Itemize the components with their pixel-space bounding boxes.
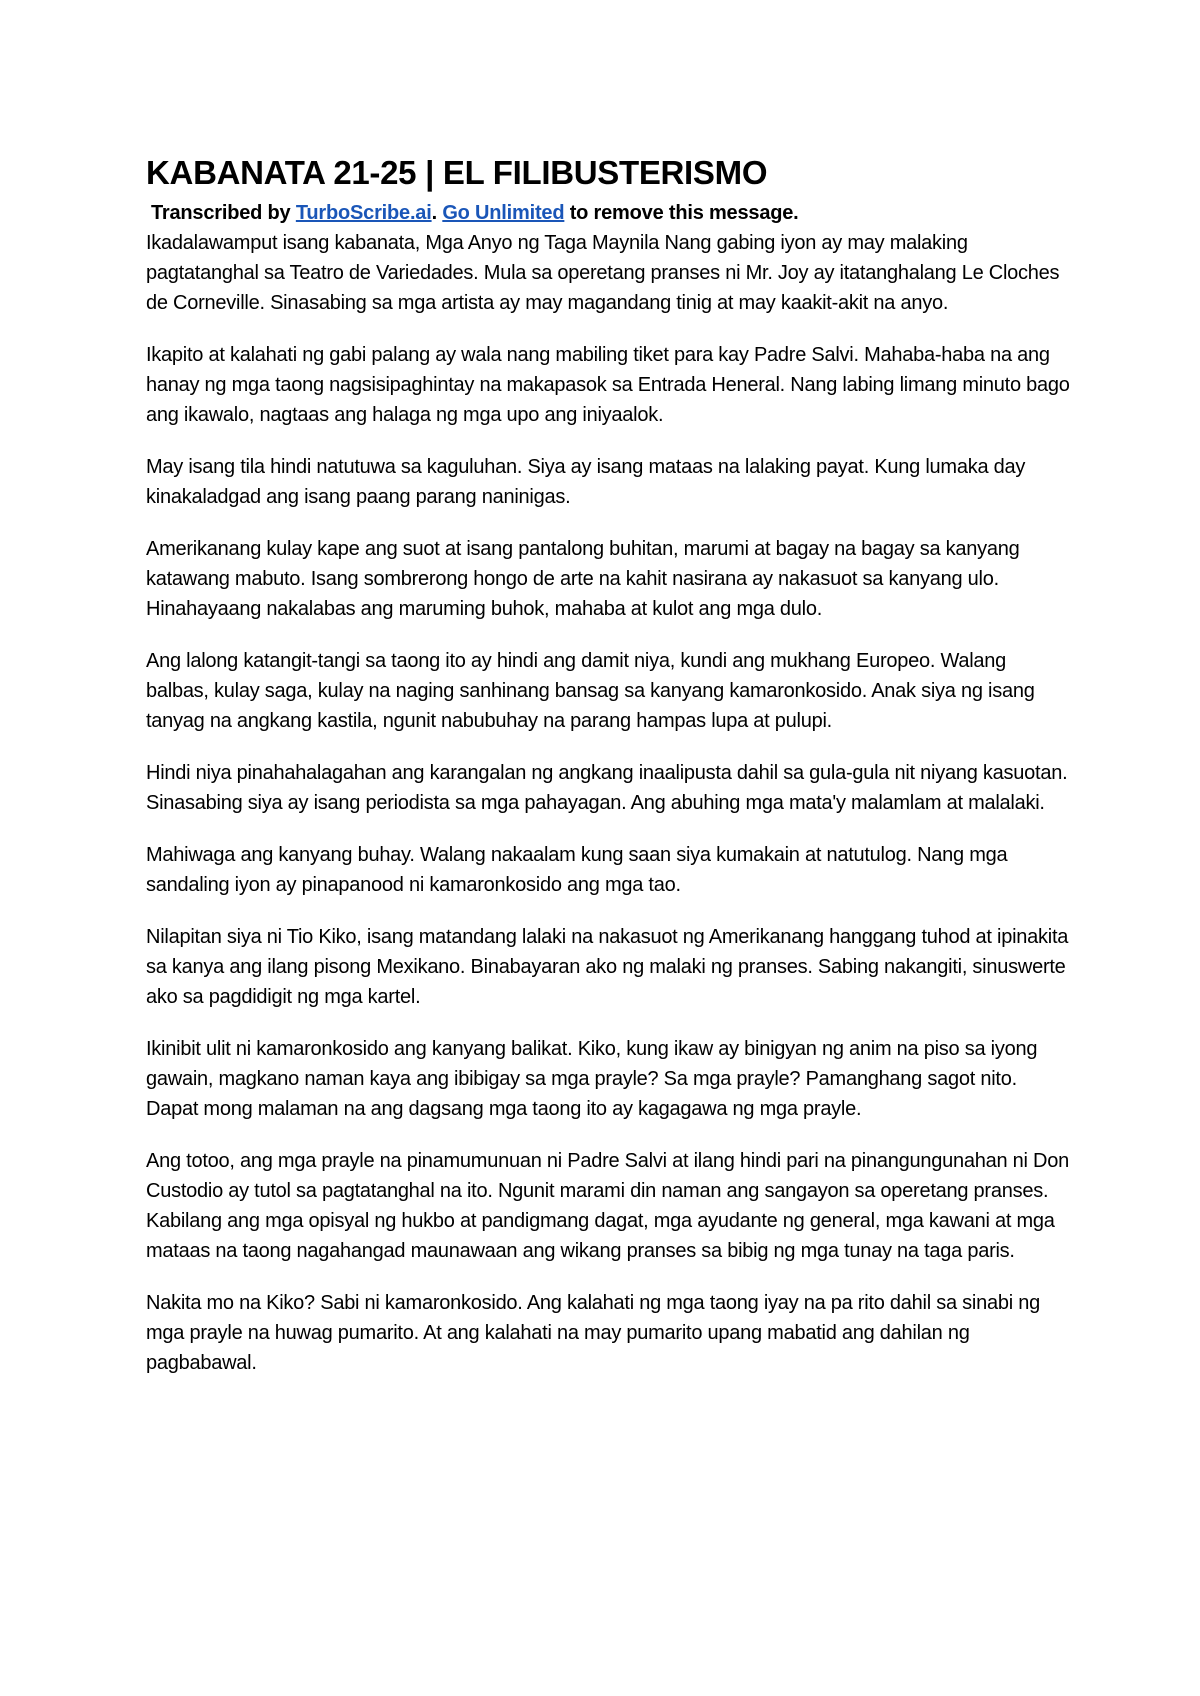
paragraph: May isang tila hindi natutuwa sa kaguluhan. Siya ay isang mataas na lalaking payat. Kung lumaka day kinakaladgad ang isang paang parang naninigas. <box>146 456 1026 508</box>
paragraph: Nilapitan siya ni Tio Kiko, isang matandang lalaki na nakasuot ng Amerikanang hanggang tuhod at ipinakita sa kanya ang ilang pisong Mexikano. Binabayaran ako ng malaki ng pranses. Sabing nakangiti, sinuswerte ako sa pagdidigit ng mga kartel. <box>146 926 1069 1008</box>
document-page <box>146 148 1071 1400</box>
notice-suffix: to remove this message. <box>564 202 799 224</box>
paragraph: Ikapito at kalahati ng gabi palang ay wala nang mabiling tiket para kay Padre Salvi. Mahaba-haba na ang hanay ng mga taong nagsisipaghintay na makapasok sa Entrada Heneral. Nang labing limang minuto bago ang ikawalo, nagtaas ang halaga ng mga upo ang iniyaalok. <box>146 344 1070 426</box>
paragraph: Hindi niya pinahahalagahan ang karangalan ng angkang inaalipusta dahil sa gula-gula nit niyang kasuotan. Sinasabing siya ay isang periodista sa mga pahayagan. Ang abuhing mga mata'y malamlam at malalaki. <box>146 762 1068 814</box>
paragraph: Ikinibit ulit ni kamaronkosido ang kanyang balikat. Kiko, kung ikaw ay binigyan ng anim na piso sa iyong gawain, magkano naman kaya ang ibibigay sa mga prayle? Sa mga prayle? Pamanghang sagot nito. Dapat mong malaman na ang dagsang mga taong ito ay kagagawa ng mga prayle. <box>146 1038 1038 1120</box>
go-unlimited-link[interactable]: Go Unlimited <box>442 202 565 224</box>
document-title: KABANATA 21-25 | EL FILIBUSTERISMO <box>146 154 768 191</box>
turboscribe-link[interactable]: TurboScribe.ai <box>295 202 432 224</box>
paragraph: Ang lalong katangit-tangi sa taong ito ay hindi ang damit niya, kundi ang mukhang Europeo. Walang balbas, kulay saga, kulay na naging sanhinang bansag sa kanyang kamaronkosido. Anak siya ng isang tanyag na angkang kastila, ngunit nabubuhay na parang hampas lupa at pulupi. <box>146 650 1035 732</box>
paragraph: Ikadalawamput isang kabanata, Mga Anyo ng Taga Maynila Nang gabing iyon ay may malaking pagtatanghal sa Teatro de Variedades. Mula sa operetang pranses ni Mr. Joy ay itatanghalang Le Cloches de Corneville. Sinasabing sa mga artista ay may magandang tinig at may kaakit-akit na anyo. <box>146 232 1060 314</box>
transcription-notice <box>151 198 1071 228</box>
paragraph: Mahiwaga ang kanyang buhay. Walang nakaalam kung saan siya kumakain at natutulog. Nang mga sandaling iyon ay pinapanood ni kamaronkosido ang mga tao. <box>146 844 1008 896</box>
paragraph: Amerikanang kulay kape ang suot at isang pantalong buhitan, marumi at bagay na bagay sa kanyang katawang mabuto. Isang sombrerong hongo de arte na kahit nasirana ay nakasuot sa kanyang ulo. Hinahayaang nakalabas ang maruming buhok, mahaba at kulot ang mga dulo. <box>146 538 1020 620</box>
paragraph: Ang totoo, ang mga prayle na pinamumunuan ni Padre Salvi at ilang hindi pari na pinangungunahan ni Don Custodio ay tutol sa pagtatanghal na ito. Ngunit marami din naman ang sangayon sa operetang pranses. Kabilang ang mga opisyal ng hukbo at pandigmang dagat, mga ayudante ng general, mga kawani at mga mataas na taong nagahangad maunawaan ang wikang pranses sa bibig ng mga tunay na taga paris. <box>146 1150 1069 1262</box>
paragraph: Nakita mo na Kiko? Sabi ni kamaronkosido. Ang kalahati ng mga taong iyay na pa rito dahil sa sinabi ng mga prayle na huwag pumarito. At ang kalahati na may pumarito upang mabatid ang dahilan ng pagbabawal. <box>146 1292 1040 1374</box>
notice-prefix: Transcribed by <box>151 202 296 224</box>
notice-separator: . <box>431 202 443 224</box>
